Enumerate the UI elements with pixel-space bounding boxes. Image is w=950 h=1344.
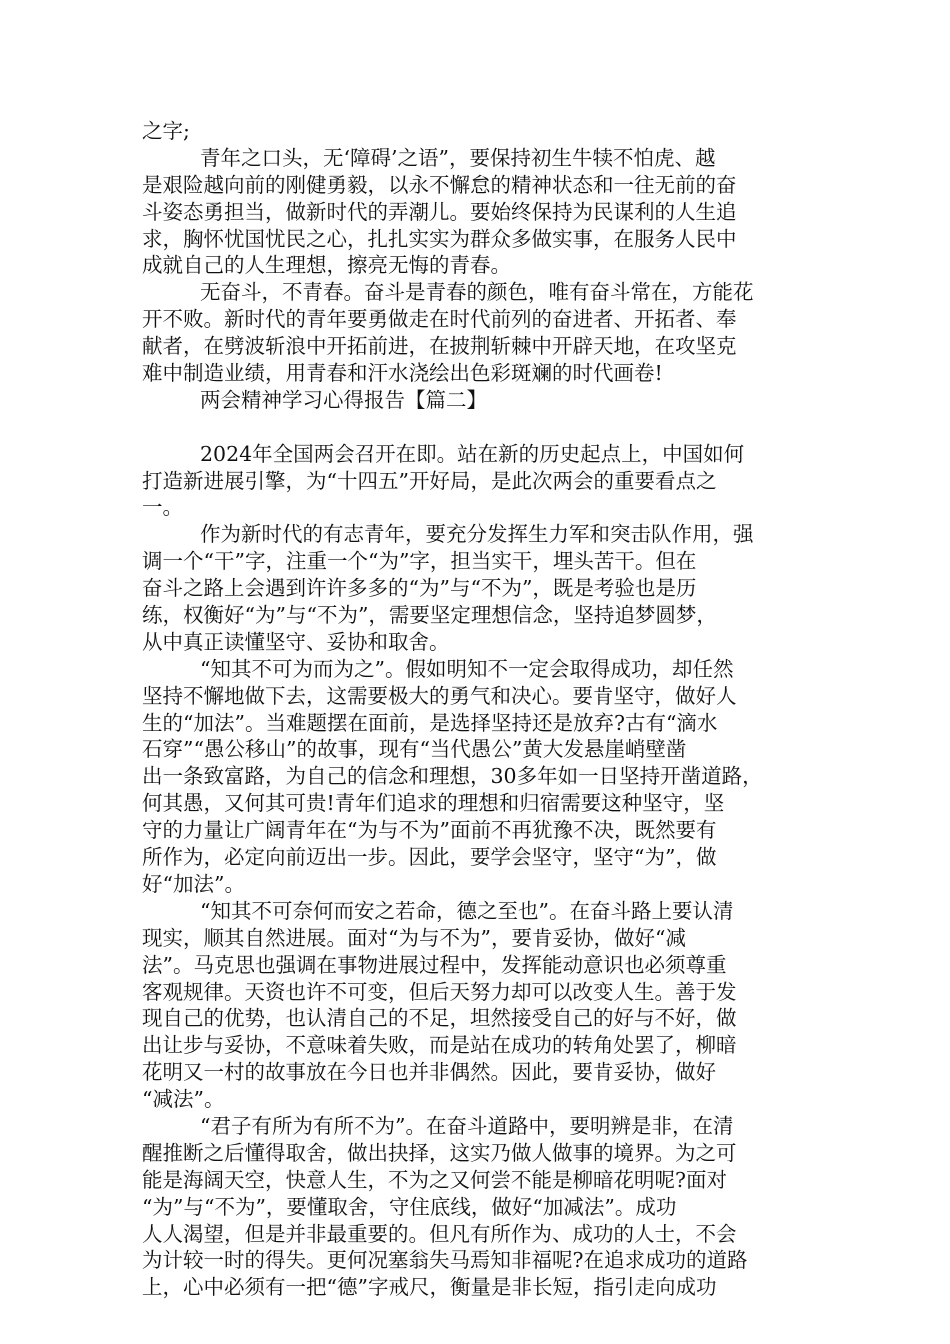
text-line: “为”与“不为”，要懂取舍，守住底线，做好“加减法”。成功 [142,1194,677,1219]
text-line: 练，权衡好“为”与“不为”，需要坚定理想信念，坚持追梦圆梦， [142,603,717,628]
text-line: 调一个“干”字，注重一个“为”字，担当实干，埋头苦干。但在 [142,549,697,574]
text-line: 成就自己的人生理想，擦亮无悔的青春。 [142,253,511,278]
text-line: 上，心中必须有一把“德”字戒尺，衡量是非长短，指引走向成功 [142,1275,717,1300]
text-line: 能是海阔天空，快意人生，不为之又何尝不能是柳暗花明呢?面对 [142,1167,727,1192]
text-line: 现实，顺其自然进展。面对“为与不为”，要肯妥协，做好“减 [142,925,686,950]
text-line: 为计较一时的得失。更何况塞翁失马焉知非福呢?在追求成功的道路 [142,1248,748,1273]
text-line: 奋斗之路上会遇到许许多多的“为”与“不为”，既是考验也是历 [142,576,697,601]
text-line: 出让步与妥协，不意味着失败，而是站在成功的转角处罢了，柳暗 [142,1033,737,1058]
text-line: 坚持不懈地做下去，这需要极大的勇气和决心。要肯坚守，做好人 [142,683,737,708]
text-line: “知其不可为而为之”。假如明知不一定会取得成功，却任然 [200,656,734,681]
text-line: 客观规律。天资也许不可变，但后天努力却可以改变人生。善于发 [142,979,737,1004]
text-line: 打造新进展引擎，为“十四五”开好局，是此次两会的重要看点之 [142,468,717,493]
text-line: 花明又一村的故事放在今日也并非偶然。因此，要肯妥协，做好 [142,1060,716,1085]
text-line: 石穿”“愚公移山”的故事，现有“当代愚公”黄大发悬崖峭壁凿 [142,737,687,762]
text-line: “知其不可奈何而安之若命，德之至也”。在奋斗路上要认清 [200,898,734,923]
text-line: 青年之口头，无‘障碍’之语”，要保持初生牛犊不怕虎、越 [200,145,716,170]
text-line: 无奋斗，不青春。奋斗是青春的颜色，唯有奋斗常在，方能花 [200,280,754,305]
text-line: 求，胸怀忧国忧民之心，扎扎实实为群众多做实事，在服务人民中 [142,226,737,251]
text-line: 两会精神学习心得报告【篇二】 [200,387,487,412]
text-line: 开不败。新时代的青年要勇做走在时代前列的奋进者、开拓者、奉 [142,307,737,332]
text-line: 何其愚，又何其可贵!青年们追求的理想和归宿需要这种坚守，坚 [142,791,725,816]
text-line: 之字; [142,119,190,143]
document-page [142,118,812,1301]
text-line: 献者，在劈波斩浪中开拓前进，在披荆斩棘中开辟天地，在攻坚克 [142,334,737,359]
text-line: 从中真正读懂坚守、妥协和取舍。 [142,629,450,654]
text-line: 出一条致富路，为自己的信念和理想，30多年如一日坚持开凿道路， [142,764,763,789]
blank-line [142,414,812,441]
text-line: 醒推断之后懂得取舍，做出抉择，这实乃做人做事的境界。为之可 [142,1140,737,1165]
text-line: 是艰险越向前的刚健勇毅，以永不懈怠的精神状态和一往无前的奋 [142,172,737,197]
text-line: “君子有所为有所不为”。在奋斗道路中，要明辨是非，在清 [200,1113,734,1138]
text-line: 作为新时代的有志青年，要充分发挥生力军和突击队作用，强 [200,522,754,547]
text-line: 一。 [142,495,183,520]
text-line: 人人渴望，但是并非最重要的。但凡有所作为、成功的人士，不会 [142,1221,737,1246]
text-line: 守的力量让广阔青年在“为与不为”面前不再犹豫不决，既然要有 [142,818,717,843]
text-line: 好“加法”。 [142,871,245,896]
text-line: “减法”。 [142,1087,225,1112]
text-line: 生的“加法”。当难题摆在面前，是选择坚持还是放弃?古有“滴水 [142,710,718,735]
text-line: 所作为，必定向前迈出一步。因此，要学会坚守，坚守“为”，做 [142,845,717,870]
text-line: 2024年全国两会召开在即。站在新的历史起点上，中国如何 [200,441,745,466]
text-line: 难中制造业绩，用青春和汗水浇绘出色彩斑斓的时代画卷! [142,361,663,386]
text-line: 现自己的优势，也认清自己的不足，坦然接受自己的好与不好，做 [142,1006,737,1031]
text-line: 法”。马克思也强调在事物进展过程中，发挥能动意识也必须尊重 [142,952,727,977]
text-line: 斗姿态勇担当，做新时代的弄潮儿。要始终保持为民谋利的人生追 [142,199,737,224]
